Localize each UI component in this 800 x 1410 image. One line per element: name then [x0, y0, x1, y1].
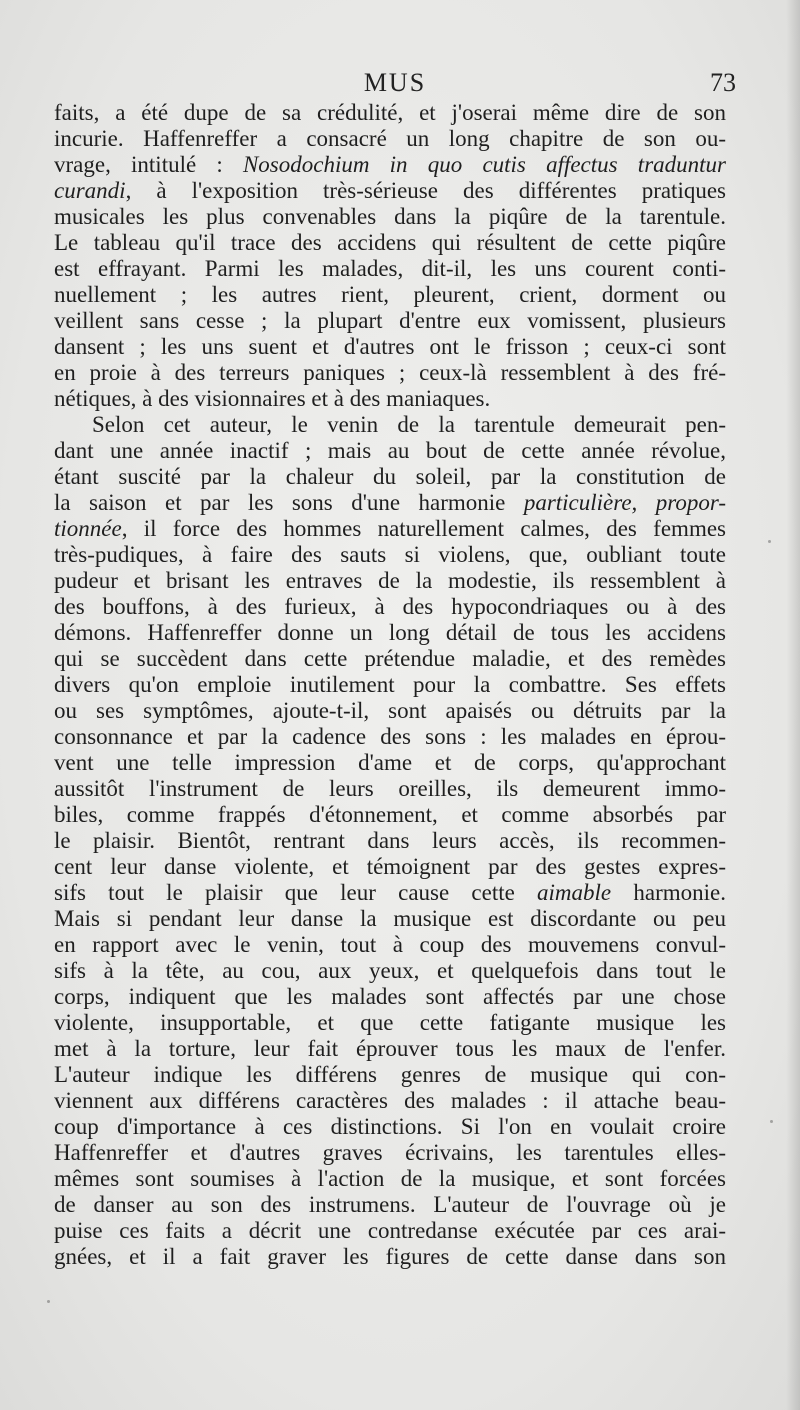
text-line: ou ses symptômes, ajoute-t-il, sont apaisés ou détruits par la [54, 698, 726, 723]
text-line: musicales les plus convenables dans la piqûre de la tarentule. [54, 204, 726, 229]
text-line: gnées, et il a fait graver les figures de cette danse dans son [54, 1244, 726, 1269]
text-line: vent une telle impression d'ame et de corps, qu'approchant [54, 750, 726, 775]
running-head: MUS [363, 68, 427, 97]
text-line: met à la torture, leur fait éprouver tous les maux de l'enfer. [54, 1036, 726, 1061]
text-line: démons. Haffenreffer donne un long détail de tous les accidens [54, 620, 726, 645]
page-number: 73 [710, 68, 736, 97]
italic-title: curandi [54, 178, 126, 203]
body-text [54, 100, 726, 1270]
text-line: sifs à la tête, au cou, aux yeux, et quelquefois dans tout le [54, 958, 726, 983]
text-line: nétiques, à des visionnaires et à des maniaques. [54, 386, 491, 411]
text-line: tionnée, il force des hommes naturellement calmes, des femmes [54, 516, 726, 541]
text-line: de danser au son des instrumens. L'auteur de l'ouvrage où je [54, 1192, 726, 1217]
text-line: viennent aux différens caractères des malades : il attache beau- [54, 1088, 726, 1113]
text-line: pudeur et brisant les entraves de la modestie, ils ressemblent à [54, 568, 726, 593]
text-line: violente, insupportable, et que cette fatigante musique les [54, 1010, 726, 1035]
paper-speck [768, 540, 771, 543]
text-line: consonnance et par la cadence des sons : les malades en éprou- [54, 724, 726, 749]
text-line: la saison et par les sons d'une harmonie particulière, propor- [54, 490, 726, 515]
text-line: Selon cet auteur, le venin de la tarentule demeurait pen- [92, 412, 726, 437]
text-line: puise ces faits a décrit une contredanse exécutée par ces arai- [54, 1218, 726, 1243]
text-line: le plaisir. Bientôt, rentrant dans leurs accès, ils recommen- [54, 828, 726, 853]
paper-speck [47, 1300, 50, 1303]
text-line: nuellement ; les autres rient, pleurent, crient, dorment ou [54, 282, 726, 307]
paper-speck [770, 1120, 773, 1123]
italic-phrase: tionnée [54, 516, 122, 541]
text-line: est effrayant. Parmi les malades, dit-il, les uns courent conti- [54, 256, 726, 281]
text-line: en rapport avec le venin, tout à coup des mouvemens convul- [54, 932, 726, 957]
text-line: qui se succèdent dans cette prétendue maladie, et des remèdes [54, 646, 726, 671]
text-line: corps, indiquent que les malades sont affectés par une chose [54, 984, 726, 1009]
text-line: sifs tout le plaisir que leur cause cette aimable harmonie. [54, 880, 726, 905]
page-header [52, 64, 738, 100]
page-edge-shadow [786, 0, 800, 1410]
text-line: divers qu'on emploie inutilement pour la combattre. Ses effets [54, 672, 726, 697]
text-line: Haffenreffer et d'autres graves écrivains, les tarentules elles- [54, 1140, 726, 1165]
text-line: veillent sans cesse ; la plupart d'entre eux vomissent, plusieurs [54, 308, 726, 333]
text-line: dant une année inactif ; mais au bout de cette année révolue, [54, 438, 726, 463]
text-line: très-pudiques, à faire des sauts si violens, que, oubliant toute [54, 542, 726, 567]
text-line: faits, a été dupe de sa crédulité, et j'oserai même dire de son [54, 100, 726, 125]
text-line: biles, comme frappés d'étonnement, et comme absorbés par [54, 802, 726, 827]
text-line: aussitôt l'instrument de leurs oreilles, ils demeurent immo- [54, 776, 726, 801]
text-line: vrage, intitulé : Nosodochium in quo cutis affectus traduntur [54, 152, 726, 177]
text-line: cent leur danse violente, et témoignent par des gestes expres- [54, 854, 726, 879]
text-line: des bouffons, à des furieux, à des hypocondriaques ou à des [54, 594, 726, 619]
text-line: étant suscité par la chaleur du soleil, par la constitution de [54, 464, 726, 489]
text-line: Mais si pendant leur danse la musique est discordante ou peu [54, 906, 726, 931]
text-line: curandi, à l'exposition très-sérieuse des différentes pratiques [54, 178, 726, 203]
text-line: Le tableau qu'il trace des accidens qui résultent de cette piqûre [54, 230, 726, 255]
text-line: en proie à des terreurs paniques ; ceux-là ressemblent à des fré- [54, 360, 726, 385]
text-line: dansent ; les uns suent et d'autres ont le frisson ; ceux-ci sont [54, 334, 726, 359]
text-line: L'auteur indique les différens genres de musique qui con- [54, 1062, 726, 1087]
text-line: coup d'importance à ces distinctions. Si l'on en voulait croire [54, 1114, 726, 1139]
italic-phrase: particulière, propor- [523, 490, 726, 515]
text-line: mêmes sont soumises à l'action de la musique, et sont forcées [54, 1166, 726, 1191]
text-line: incurie. Haffenreffer a consacré un long chapitre de son ou- [54, 126, 726, 151]
italic-word: aimable [537, 880, 612, 905]
italic-title: Nosodochium in quo cutis affectus traduntur [242, 152, 726, 177]
